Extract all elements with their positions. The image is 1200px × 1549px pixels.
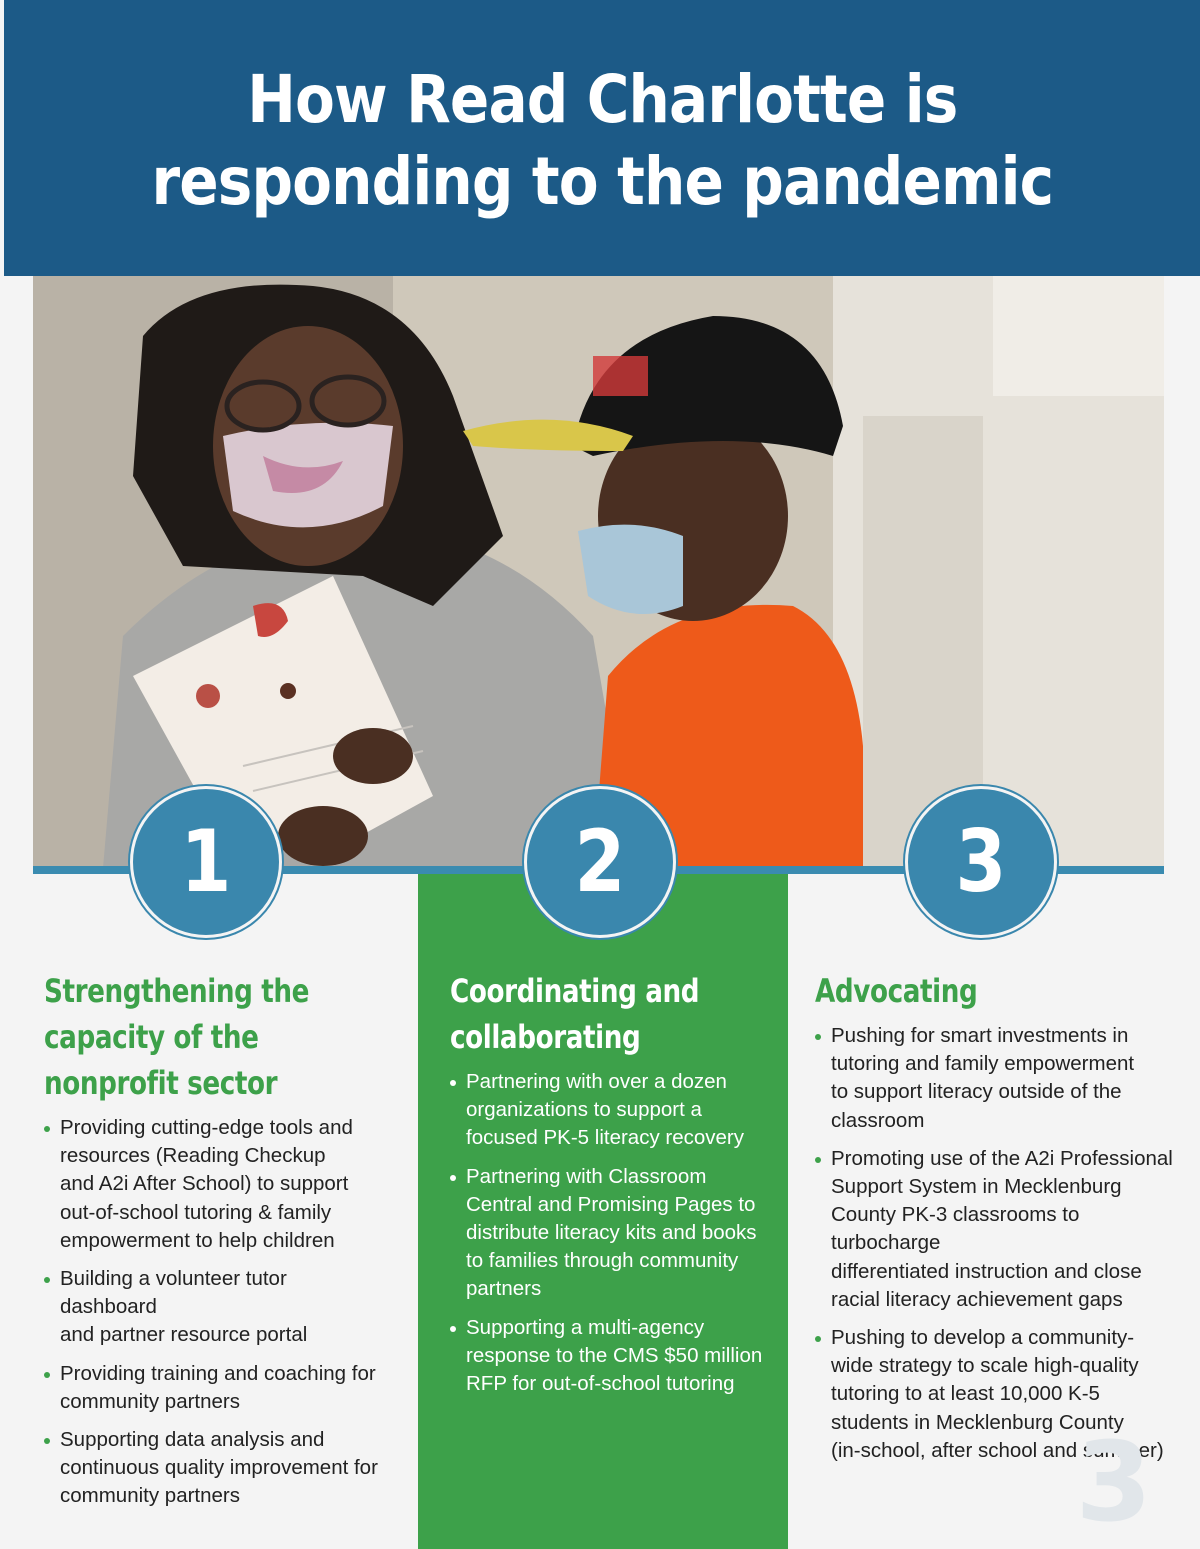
list-item: Pushing for smart investments in tutoring and family empowerment to support literacy outside of the classroom bbox=[815, 1022, 1175, 1135]
list-item: Promoting use of the A2i Professional Support System in Mecklenburg County PK-3 classrooms to turbocharge differentiated instruction and close racial literacy achievement gaps bbox=[815, 1145, 1175, 1314]
list-item: Partnering with Classroom Central and Promising Pages to distribute literacy kits and books to families through community partners bbox=[450, 1163, 770, 1304]
list-item: Pushing to develop a community- wide strategy to scale high-quality tutoring to at least 10,000 K-5 students in Mecklenburg County (in-school, after school and summer) bbox=[815, 1324, 1175, 1465]
step-1-number: 1 bbox=[180, 812, 232, 912]
list-item: Providing training and coaching for community partners bbox=[44, 1360, 384, 1416]
column-3-title: Advocating bbox=[815, 972, 978, 1010]
list-item: Supporting data analysis and continuous quality improvement for community partners bbox=[44, 1426, 384, 1511]
column-3-bullets bbox=[815, 1022, 1175, 1465]
step-1-badge bbox=[130, 786, 282, 938]
page-title: How Read Charlotte is responding to the pandemic bbox=[151, 61, 1053, 220]
column-2-title: Coordinating and collaborating bbox=[450, 972, 700, 1056]
column-2-bullets bbox=[450, 1068, 770, 1398]
hero-photo bbox=[33, 276, 1164, 868]
hero-photo-illustration bbox=[33, 276, 1164, 868]
list-item: Partnering with over a dozen organizations to support a focused PK-5 literacy recovery bbox=[450, 1068, 770, 1153]
column-advocating bbox=[815, 968, 1175, 1475]
page-number: 3 bbox=[1075, 1418, 1152, 1546]
list-item: Supporting a multi-agency response to the CMS $50 million RFP for out-of-school tutoring bbox=[450, 1314, 770, 1399]
step-2-number: 2 bbox=[574, 812, 626, 912]
list-item: Building a volunteer tutor dashboard and partner resource portal bbox=[44, 1265, 384, 1350]
column-strengthening bbox=[44, 968, 384, 1521]
step-2-badge bbox=[524, 786, 676, 938]
list-item: Providing cutting-edge tools and resources (Reading Checkup and A2i After School) to support out-of-school tutoring & family empowerment to help children bbox=[44, 1114, 384, 1255]
column-coordinating bbox=[450, 968, 770, 1408]
column-1-bullets bbox=[44, 1114, 384, 1511]
step-3-number: 3 bbox=[955, 812, 1007, 912]
page-header bbox=[4, 0, 1200, 276]
column-1-title: Strengthening the capacity of the nonprofit sector bbox=[44, 972, 309, 1102]
step-3-badge bbox=[905, 786, 1057, 938]
